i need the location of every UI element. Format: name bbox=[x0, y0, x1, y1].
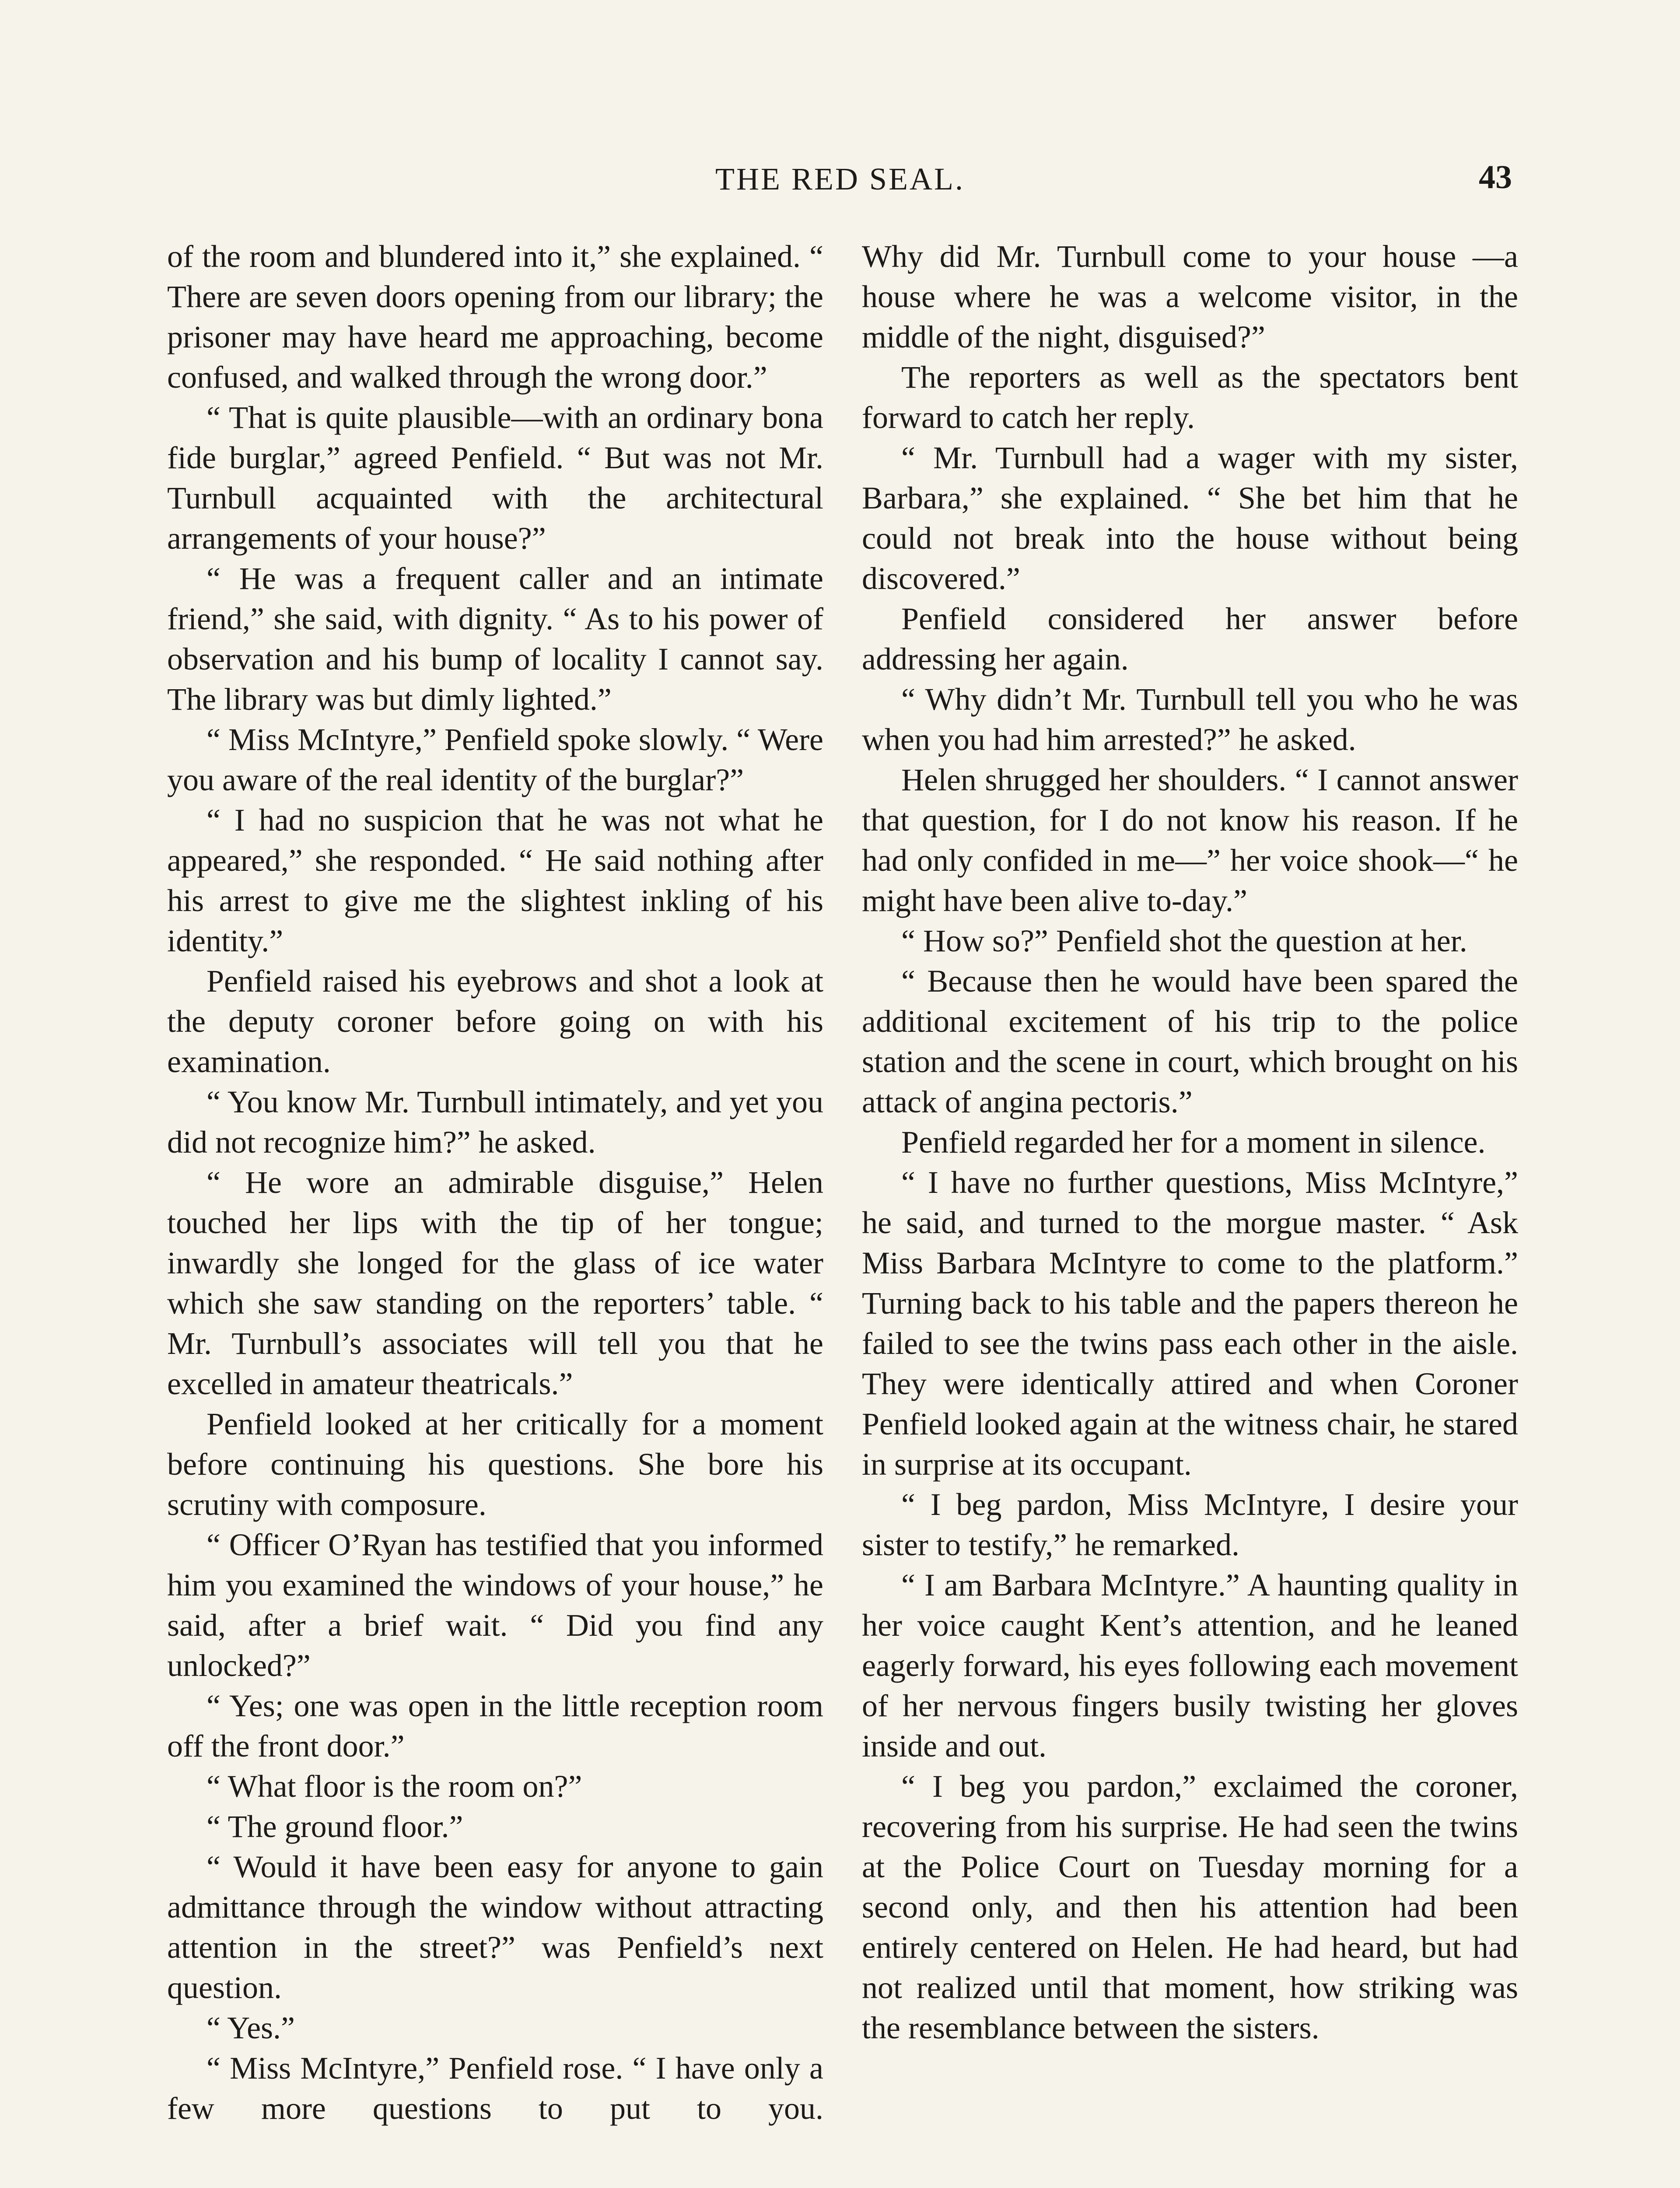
paragraph: “ I beg you pardon,” exclaimed the coroner, recovering from his surprise. He had seen the twins at the Police Court on Tuesday morning for a second only, and then his attention had been entirely centered on Helen. He had heard, but had not realized until that moment, how striking was the resemblance between the sisters. bbox=[862, 1769, 1518, 2045]
paragraph: The reporters as well as the spectators bent forward to catch her reply. bbox=[862, 360, 1518, 435]
paragraph: “ The ground floor.” bbox=[206, 1809, 463, 1844]
paragraph: “ Officer O’Ryan has testified that you informed him you examined the windows of your house,” he said, after a brief wait. “ Did you find any unlocked?” bbox=[167, 1527, 823, 1683]
paragraph: “ I beg pardon, Miss McIntyre, I desire your sister to testify,” he remarked. bbox=[862, 1487, 1518, 1562]
paragraph: “ Miss McIntyre,” Penfield spoke slowly. “ Were you aware of the real identity of the burglar?” bbox=[167, 722, 823, 797]
paragraph: Penfield regarded her for a moment in silence. bbox=[901, 1125, 1486, 1160]
paragraph: “ I had no suspicion that he was not what he appeared,” she responded. “ He said nothing after his arrest to give me the slightest inkling of his identity.” bbox=[167, 803, 823, 958]
paragraph: “ He wore an admirable disguise,” Helen touched her lips with the tip of her tongue; inwardly she longed for the glass of ice water which she saw standing on the reporters’ table. “ Mr. Turnbull’s associates will tell you that he excelled in amateur theatricals.” bbox=[167, 1165, 823, 1401]
paragraph: “ What floor is the room on?” bbox=[206, 1769, 582, 1804]
page-number: 43 bbox=[1479, 159, 1512, 196]
paragraph: “ Yes; one was open in the little reception room off the front door.” bbox=[167, 1688, 823, 1764]
paragraph: Helen shrugged her shoulders. “ I cannot answer that question, for I do not know his reason. If he had only confided in me—” her voice shook—“ he might have been alive to-day.” bbox=[862, 762, 1518, 918]
right-column bbox=[862, 236, 1518, 2048]
paragraph: “ Miss McIntyre,” Penfield rose. “ I have only a few more questions to put to you. bbox=[167, 2051, 823, 2126]
paragraph: “ Because then he would have been spared the additional excitement of his trip to the police station and the scene in court, which brought on his attack of angina pectoris.” bbox=[862, 964, 1518, 1119]
left-column bbox=[167, 236, 823, 2128]
paragraph: of the room and blundered into it,” she explained. “ There are seven doors opening from our library; the prisoner may have heard me approaching, become confused, and walked through the wrong door.” bbox=[167, 239, 823, 395]
paragraph: “ I am Barbara McIntyre.” A haunting quality in her voice caught Kent’s attention, and he leaned eagerly forward, his eyes following each movement of her nervous fingers busily twisting her gloves inside and out. bbox=[862, 1567, 1518, 1764]
paragraph: Penfield looked at her critically for a moment before continuing his questions. She bore his scrutiny with composure. bbox=[167, 1406, 823, 1522]
paragraph: “ He was a frequent caller and an intimate friend,” she said, with dignity. “ As to his power of observation and his bump of locality I cannot say. The library was but dimly lighted.” bbox=[167, 561, 823, 717]
paragraph: Penfield considered her answer before addressing her again. bbox=[862, 601, 1518, 677]
paragraph: Penfield raised his eyebrows and shot a look at the deputy coroner before going on with his examination. bbox=[167, 964, 823, 1079]
paragraph: “ How so?” Penfield shot the question at her. bbox=[901, 923, 1467, 958]
paragraph: “ Mr. Turnbull had a wager with my sister, Barbara,” she explained. “ She bet him that he could not break into the house without being discovered.” bbox=[862, 440, 1518, 596]
paragraph: “ You know Mr. Turnbull intimately, and yet you did not recognize him?” he asked. bbox=[167, 1084, 823, 1160]
paragraph: Why did Mr. Turnbull come to your house —a house where he was a welcome visitor, in the middle of the night, disguised?” bbox=[862, 239, 1518, 354]
running-title: THE RED SEAL. bbox=[715, 161, 965, 196]
paragraph: “ That is quite plausible—with an ordinary bona fide burglar,” agreed Penfield. “ But was not Mr. Turnbull acquainted with the architectural arrangements of your house?” bbox=[167, 400, 823, 556]
paragraph: “ Would it have been easy for anyone to gain admittance through the window without attracting attention in the street?” was Penfield’s next question. bbox=[167, 1849, 823, 2005]
paragraph: “ Why didn’t Mr. Turnbull tell you who he was when you had him arrested?” he asked. bbox=[862, 682, 1518, 757]
paragraph: “ I have no further questions, Miss McIntyre,” he said, and turned to the morgue master. “ Ask Miss Barbara McIntyre to come to the platform.” Turning back to his table and the papers thereon he failed to see the twins pass each other in the aisle. They were identically attired and when Coroner Penfield looked again at the witness chair, he stared in surprise at its occupant. bbox=[862, 1165, 1518, 1482]
paragraph: “ Yes.” bbox=[206, 2010, 295, 2045]
